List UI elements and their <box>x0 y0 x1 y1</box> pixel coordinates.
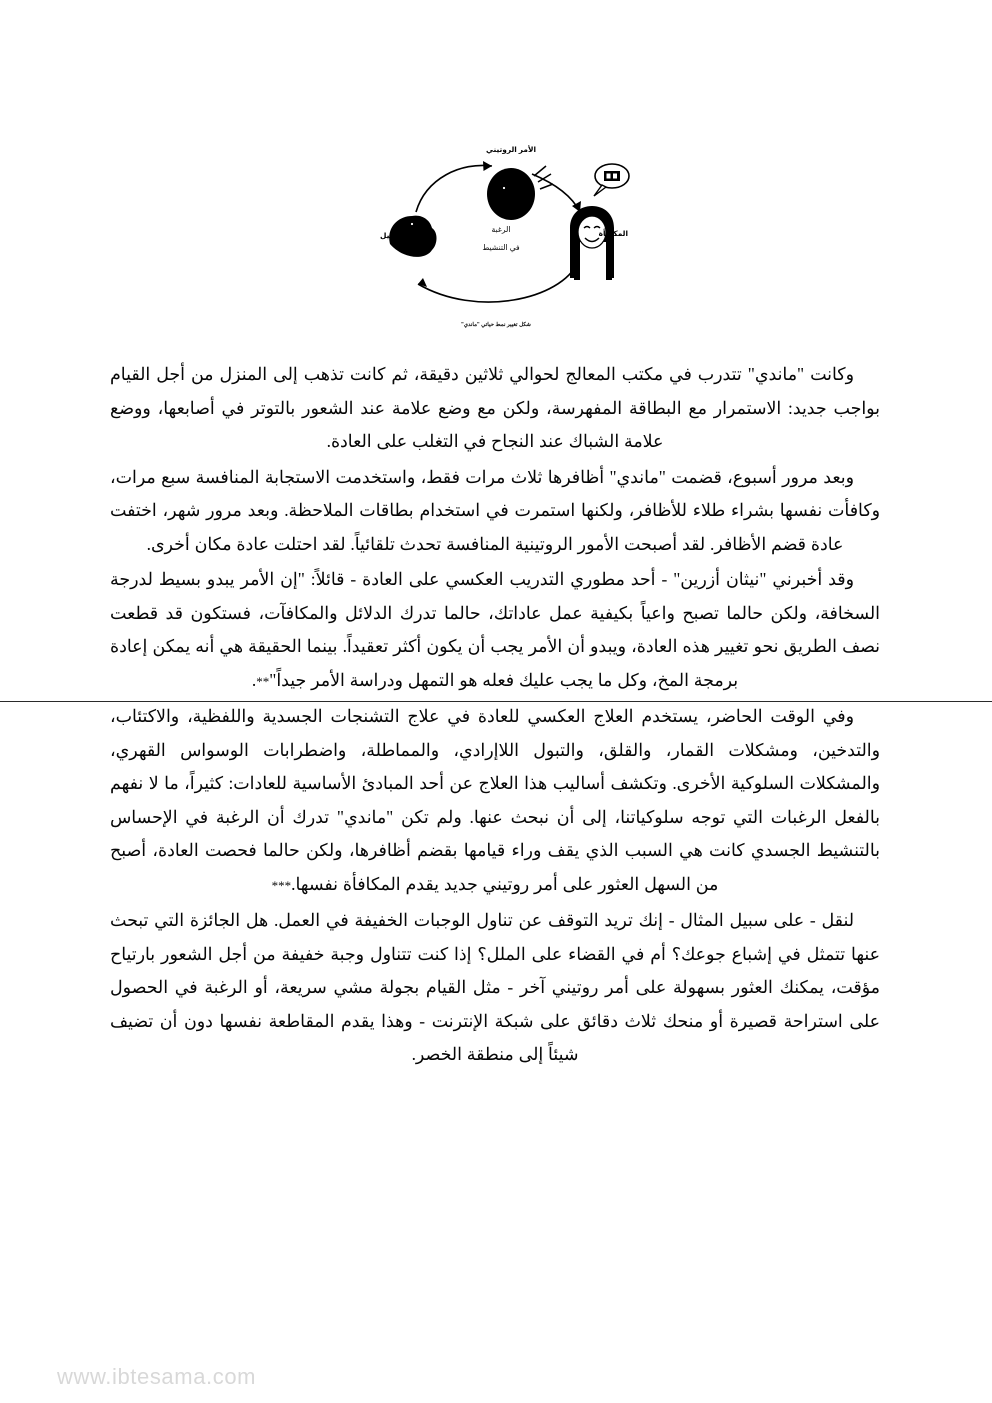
paragraph-5: لنقل - على سبيل المثال - إنك تريد التوقف عن تناول الوجبات الخفيفة في العمل. هل الجائزة التي تبحث عنها تتمثل في إشباع جوعك؟ أم في القضاء على الملل؟ إذا كنت تتناول وجبة خفيفة من أجل الشعور بارتياح مؤقت، يمكنك العثور بسهولة على أمر روتيني آخر - مثل القيام بجولة مشي سريعة، أو الرغبة في الحصول على استراحة قصيرة أو منحك ثلاث دقائق على شبكة الإنترنت - وهذا يقدم المقاطعة نفسها دون أن تضيف شيئاً إلى منطقة الخصر. <box>110 910 880 1064</box>
paragraph-4 <box>110 700 880 902</box>
footnote-marker-3: *** <box>271 877 292 893</box>
figure-caption: شكل تغيير نمط حياتي "ماندي" <box>461 322 531 328</box>
diagram-label-cue: الدليل <box>380 231 402 240</box>
diagram-label-craving-1: الرغبة <box>491 225 511 234</box>
diagram-label-craving-2: في التنشيط <box>482 243 520 252</box>
paragraph-1: وكانت "ماندي" تتدرب في مكتب المعالج لحوالي ثلاثين دقيقة، ثم كانت تذهب إلى المنزل من أجل القيام بواجب جديد: الاستمرار مع البطاقة المفهرسة، ولكن مع وضع علامة عند الشعور بالتوتر في أصابعها، ووضع علامة الشباك عند النجاح في التغلب على العادة. <box>110 364 880 451</box>
footnote-marker-2: ** <box>256 673 270 689</box>
diagram-label-reward: المكافأة <box>598 229 628 238</box>
paragraph-4-text: وفي الوقت الحاضر، يستخدم العلاج العكسي للعادة في علاج التشنجات الجسدية واللفظية، والاكتئاب، والتدخين، ومشكلات القمار، والقلق، والتبول اللاإرادي، والمماطلة، واضطرابات الوسواس القهري، والمشكلات السلوكية الأخرى. وتكشف أساليب هذا العلاج عن أحد المبادئ الأساسية للعادات: كثيراً، ما لا نفهم بالفعل الرغبات التي توجه سلوكياتنا، إلى أن نبحث عنها. ولم تكن "ماندي" تدرك أن الرغبة في الإحساس بالتنشيط الجسدي كانت هي السبب الذي يقف وراء قيامها بقضم أظافرها، ولكن حالما فحصت العادة، أصبح من السهل العثور على أمر روتيني جديد يقدم المكافأة نفسها. <box>110 706 880 894</box>
habit-loop-figure <box>0 132 992 347</box>
site-watermark: www.ibtesama.com <box>57 1364 257 1389</box>
diagram-label-routine: الأمر الروتيني <box>485 145 537 154</box>
person-figure <box>570 206 614 280</box>
speech-bubble <box>594 164 629 196</box>
paragraph-3-text: وقد أخبرني "نيثان أزرين" - أحد مطوري التدريب العكسي على العادة - قائلاً: "إن الأمر يبدو بسيط لدرجة السخافة، ولكن حالما تصبح واعياً بكيفية عمل عاداتك، حالما تدرك الدلائل والمكافآت، فستكون قد قطعت نصف الطريق نحو تغيير هذه العادة، ويبدو أن الأمر يجب أن يكون أكثر تعقيداً. بينما الحقيقة هي أنه يمكن إعادة برمجة المخ، وكل ما يجب عليك فعله هو التمهل ودراسة الأمر جيداً" <box>110 569 880 690</box>
page-divider-rule <box>0 701 992 702</box>
paragraph-2: وبعد مرور أسبوع، قضمت "ماندي" أظافرها ثلاث مرات فقط، واستخدمت الاستجابة المنافسة سبع مرات، وكافأت نفسها بشراء طلاء للأظافر، ولكنها استمرت في استخدام بطاقات الملاحظة. وبعد مرور شهر، اختفت عادة قضم الأظافر. لقد أصبحت الأمور الروتينية المنافسة تحدث تلقائياً. لقد احتلت عادة مكان أخرى. <box>110 466 880 554</box>
paragraph-3: وقد أخبرني "نيثان أزرين" - أحد مطوري التدريب العكسي على العادة - قائلاً: "إن الأمر يبدو بسيط لدرجة السخافة، ولكن حالما تصبح واعياً بكيفية عمل عاداتك، حالما تدرك الدلائل والمكافآت، فستكون قد قطعت نصف الطريق نحو تغيير هذه العادة، ويبدو أن الأمر يجب أن يكون أكثر تعقيداً. بينما الحقيقة هي أنه يمكن إعادة برمجة المخ، وكل ما يجب عليك فعله هو التمهل ودراسة الأمر جيداً"**. <box>110 569 880 690</box>
body-text-column <box>110 358 880 1074</box>
habit-loop-diagram <box>356 132 646 327</box>
